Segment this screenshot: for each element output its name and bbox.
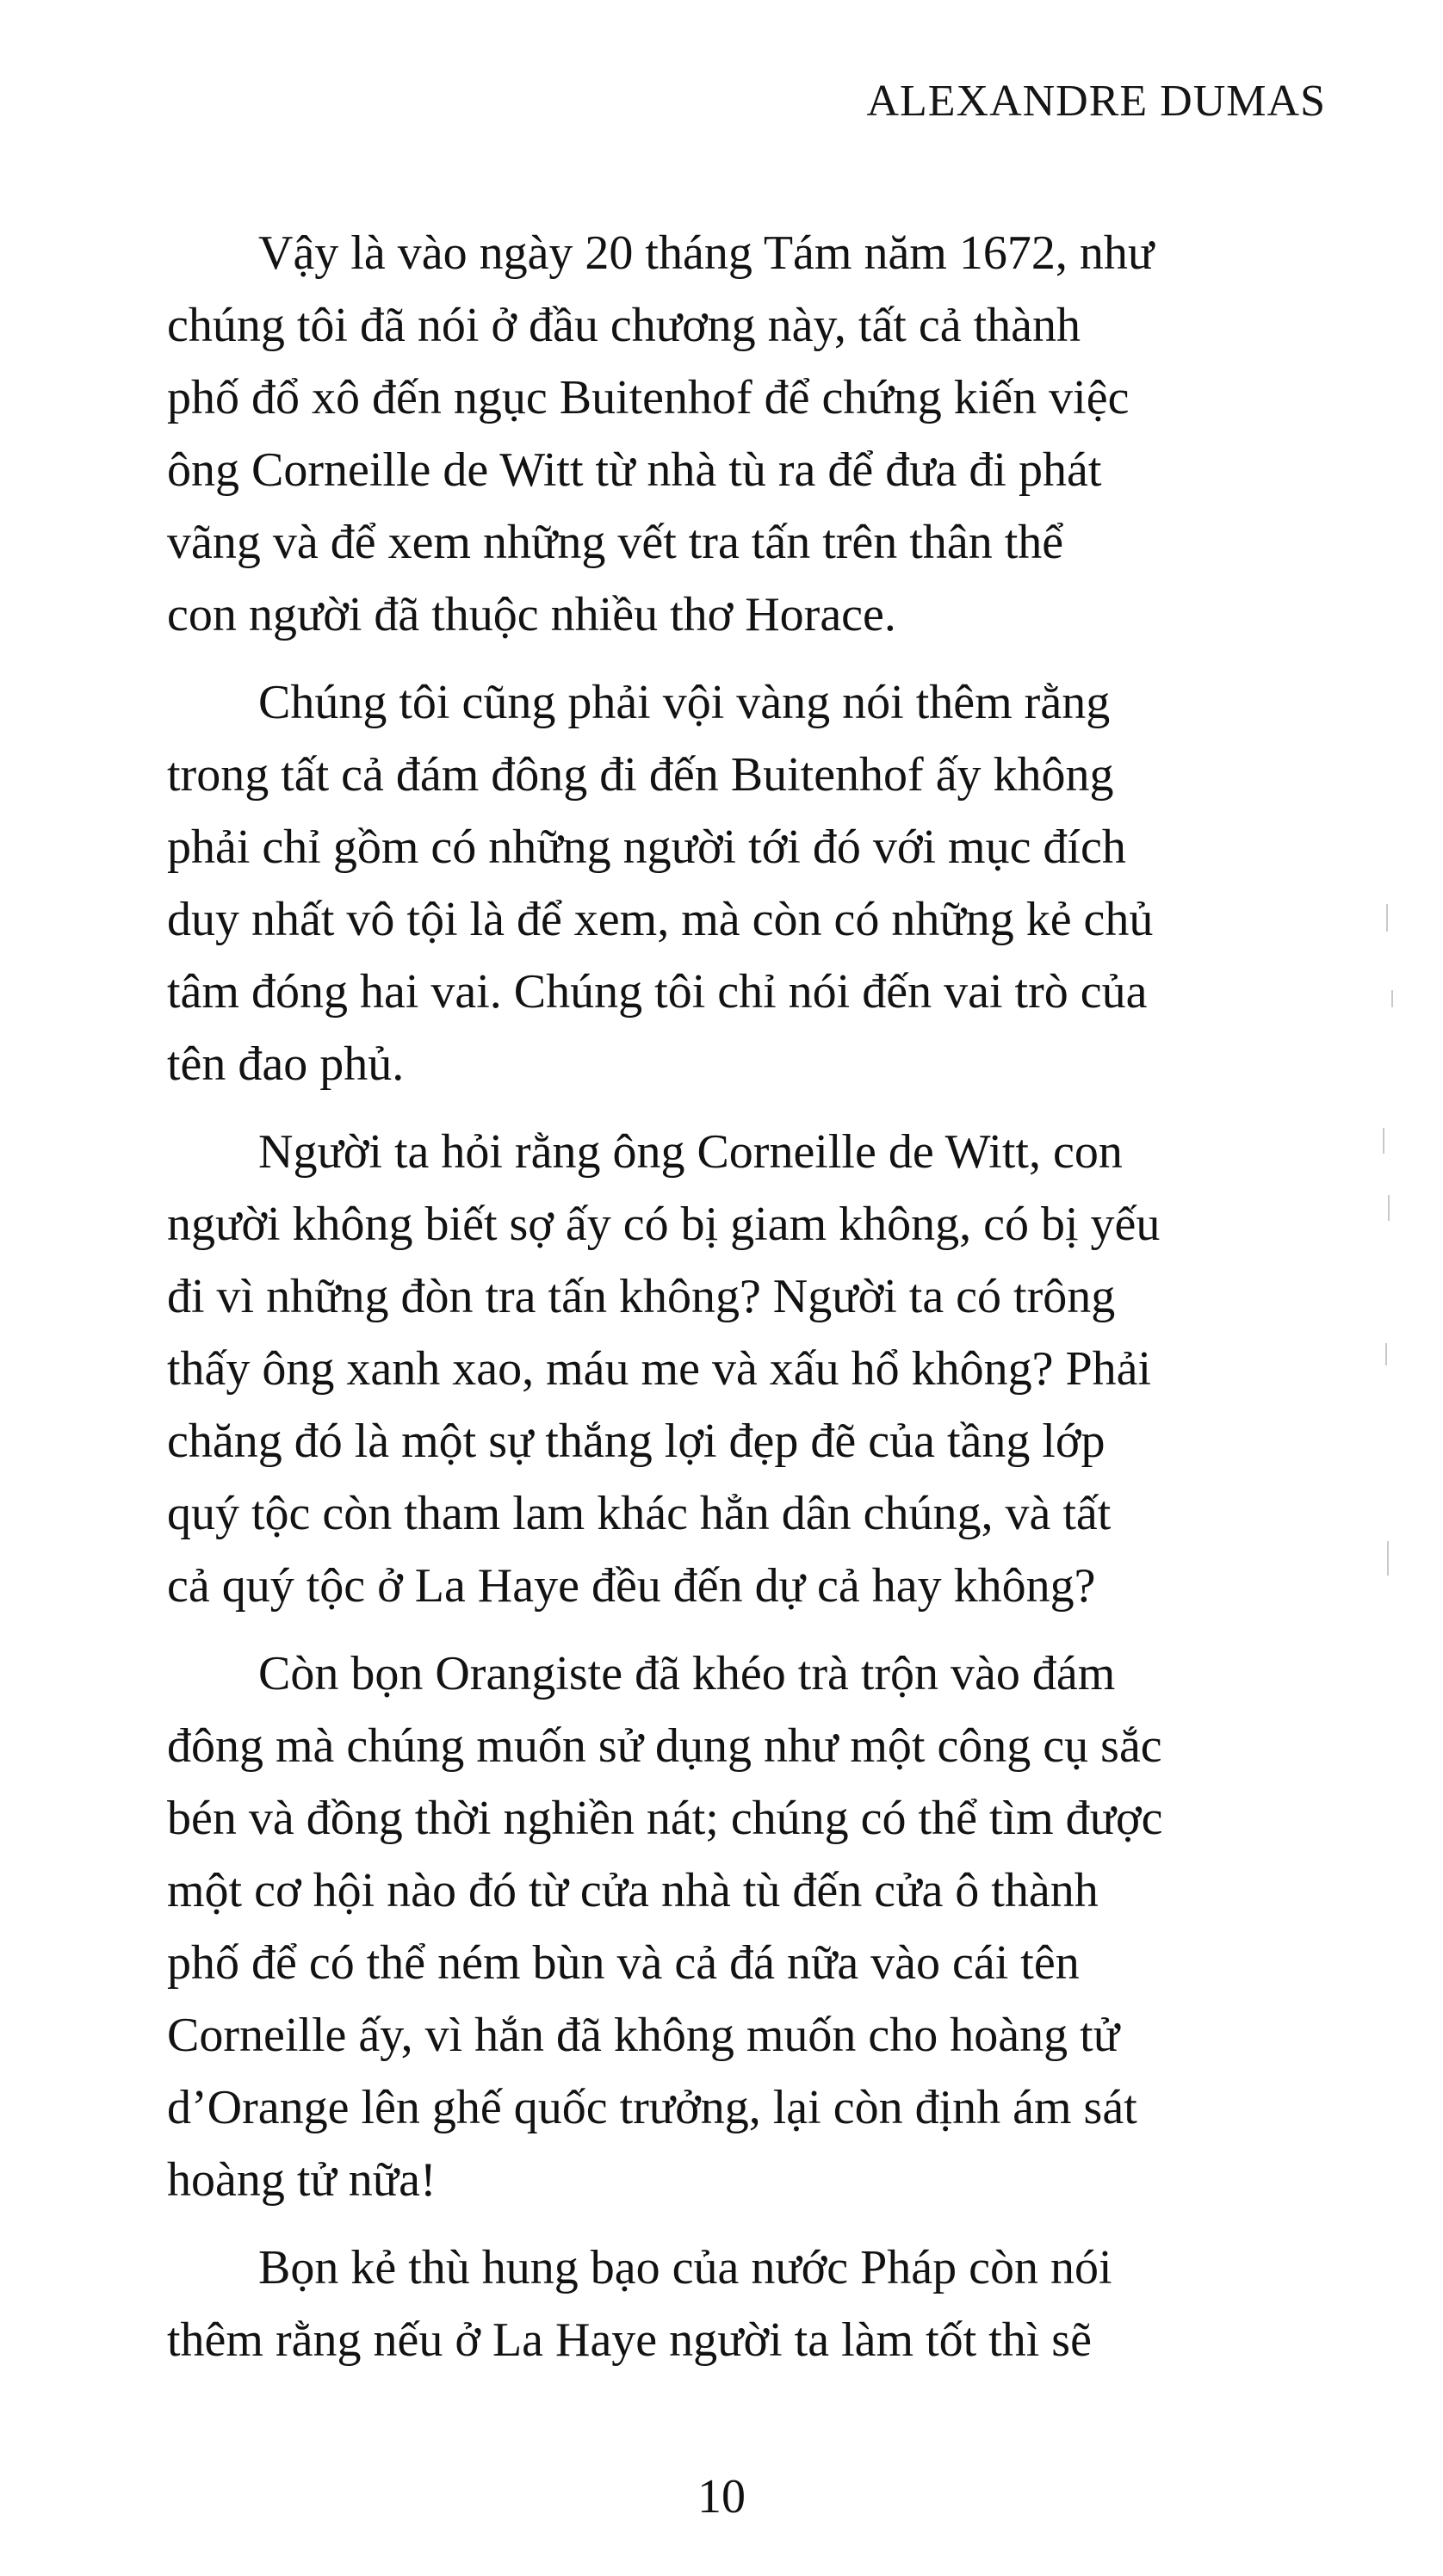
paragraph-2-line-4: duy nhất vô tội là để xem, mà còn có những kẻ chủ	[167, 893, 1154, 946]
page-edge-mark	[1383, 1128, 1384, 1154]
paragraph-5-line-2: thêm rằng nếu ở La Haye người ta làm tốt thì sẽ	[167, 2313, 1092, 2367]
paragraph-1-line-6: con người đã thuộc nhiều thơ Horace.	[167, 588, 896, 641]
page-edge-mark	[1391, 990, 1393, 1007]
paragraph-2-line-6: tên đao phủ.	[167, 1037, 405, 1091]
running-header: ALEXANDRE DUMAS	[866, 77, 1326, 126]
paragraph-2-line-3: phải chỉ gồm có những người tới đó với mục đích	[167, 820, 1126, 874]
paragraph-3-line-6: quý tộc còn tham lam khác hẳn dân chúng, và tất	[167, 1487, 1112, 1540]
paragraph-2-line-5: tâm đóng hai vai. Chúng tôi chỉ nói đến vai trò của	[167, 965, 1148, 1019]
page-number: 10	[697, 2470, 746, 2523]
paragraph-3-line-7: cả quý tộc ở La Haye đều đến dự cả hay không?	[167, 1559, 1096, 1613]
paragraph-1-line-5: vãng và để xem những vết tra tấn trên thân thể	[167, 516, 1064, 569]
paragraph-2-line-2: trong tất cả đám đông đi đến Buitenhof ấy không	[167, 748, 1114, 802]
paragraph-1-line-2: chúng tôi đã nói ở đầu chương này, tất cả thành	[167, 299, 1081, 352]
paragraph-3-line-2: người không biết sợ ấy có bị giam không, có bị yếu	[167, 1198, 1161, 1251]
paragraph-4-line-7: d’Orange lên ghế quốc trưởng, lại còn định ám sát	[167, 2081, 1137, 2134]
page-edge-mark	[1388, 1195, 1390, 1221]
page-edge-mark	[1385, 1343, 1387, 1365]
paragraph-4-line-3: bén và đồng thời nghiền nát; chúng có thể tìm được	[167, 1792, 1163, 1845]
paragraph-4-line-6: Corneille ấy, vì hắn đã không muốn cho hoàng tử	[167, 2009, 1120, 2062]
paragraph-3-line-5: chăng đó là một sự thắng lợi đẹp đẽ của tầng lớp	[167, 1415, 1105, 1468]
page-edge-mark	[1387, 1541, 1389, 1576]
paragraph-3-line-1: Người ta hỏi rằng ông Corneille de Witt, con	[258, 1125, 1123, 1179]
paragraph-4-line-8: hoàng tử nữa!	[167, 2153, 437, 2207]
paragraph-4-line-2: đông mà chúng muốn sử dụng như một công cụ sắc	[167, 1719, 1162, 1773]
paragraph-1-line-4: ông Corneille de Witt từ nhà tù ra để đưa đi phát	[167, 443, 1102, 497]
paragraph-3-line-4: thấy ông xanh xao, máu me và xấu hổ không? Phải	[167, 1342, 1152, 1396]
paragraph-1-line-3: phố đổ xô đến ngục Buitenhof để chứng kiến việc	[167, 371, 1130, 424]
paragraph-4-line-1: Còn bọn Orangiste đã khéo trà trộn vào đám	[258, 1647, 1116, 1700]
paragraph-4-line-4: một cơ hội nào đó từ cửa nhà tù đến cửa ô thành	[167, 1864, 1099, 1917]
paragraph-1-line-1: Vậy là vào ngày 20 tháng Tám năm 1672, như	[258, 226, 1155, 280]
paragraph-4-line-5: phố để có thể ném bùn và cả đá nữa vào cái tên	[167, 1936, 1080, 1990]
paragraph-2-line-1: Chúng tôi cũng phải vội vàng nói thêm rằng	[258, 676, 1111, 729]
paragraph-3-line-3: đi vì những đòn tra tấn không? Người ta có trông	[167, 1270, 1116, 1323]
page-edge-mark	[1386, 904, 1388, 932]
paragraph-5-line-1: Bọn kẻ thù hung bạo của nước Pháp còn nói	[258, 2241, 1112, 2294]
